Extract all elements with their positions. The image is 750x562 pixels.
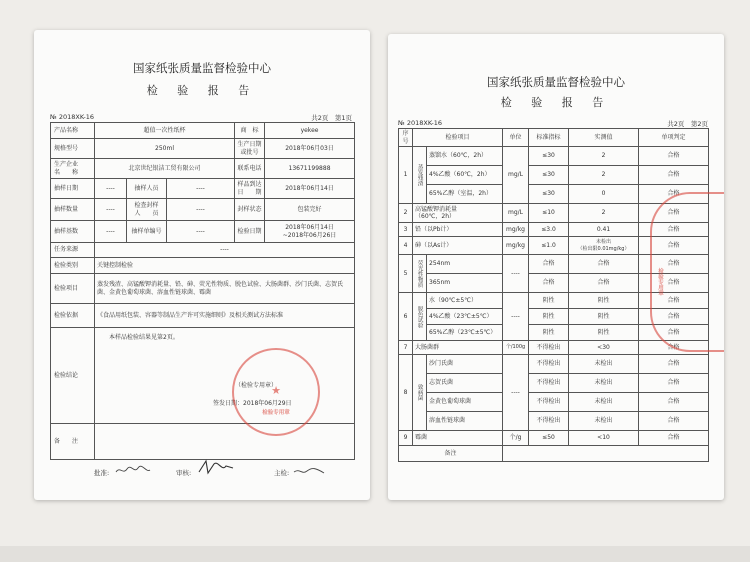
row-item: 溶血性链球菌: [427, 412, 503, 431]
phone-label: 联系电话: [235, 159, 265, 179]
row-value: 未检出 （检出限0.01mg/kg）: [569, 237, 639, 255]
inspection-stamp: [232, 348, 320, 436]
row-result: 合格: [639, 412, 709, 431]
basis-label: 检验依据: [51, 304, 95, 328]
header-std: 标准指标: [529, 129, 569, 147]
report-number: № 2018XK-16: [398, 119, 443, 127]
row-result: 合格: [639, 325, 709, 341]
qty: ----: [95, 199, 127, 221]
row-result: 合格: [639, 431, 709, 446]
arrive-date: 2018年06月14日: [265, 179, 355, 199]
row-value: 未检出: [569, 355, 639, 374]
row-value: 阴性: [569, 325, 639, 341]
row-item: 水（90℃±5℃）: [427, 293, 503, 309]
row-std: ≤3.0: [529, 223, 569, 237]
sample-date-label: 抽样日期: [51, 179, 95, 199]
row-item: 65%乙醇（室温，2h）: [427, 185, 503, 204]
test-signature: [292, 465, 326, 477]
row-result: 合格: [639, 204, 709, 223]
row-no: 7: [399, 341, 413, 355]
row-no: 5: [399, 255, 413, 293]
items-label: 检验项目: [51, 274, 95, 304]
stamp-note: （检验专用章）: [235, 382, 278, 389]
row-item: 4%乙酸（60℃，2h）: [427, 166, 503, 185]
header-no: 序号: [399, 129, 413, 147]
sampler: ----: [167, 179, 235, 199]
row-result: 合格: [639, 255, 709, 274]
review-label: 审核:: [176, 469, 192, 477]
row-value: 0.41: [569, 223, 639, 237]
basis: 《食品用纸包装、容器等制品生产许可实施细则》及相关测试方法标准: [95, 304, 355, 328]
page-title: 国家纸张质量监督检验中心: [133, 61, 271, 75]
row-std: ≤1.0: [529, 237, 569, 255]
product-name-label: 产品名称: [51, 123, 95, 139]
stamp-label: 检验专用章: [657, 268, 663, 296]
row-result: 合格: [639, 309, 709, 325]
page-subtitle: 检 验 报 告: [500, 96, 612, 109]
row-item: 蒸馏水（60℃，2h）: [427, 147, 503, 166]
review-signature: [196, 458, 236, 476]
source: ----: [95, 243, 355, 258]
row-std: ≤30: [529, 185, 569, 204]
row-group: 脱色试验: [413, 293, 427, 341]
maker-label: 生产企业 名 称: [51, 159, 95, 179]
row-item: 大肠菌群: [413, 341, 503, 355]
row-group: 荧光性物质: [413, 255, 427, 293]
row-value: 合格: [569, 274, 639, 293]
page-title: 国家纸张质量监督检验中心: [487, 75, 625, 89]
remark-label: 备 注: [51, 424, 95, 460]
seal-state: 包装完好: [265, 199, 355, 221]
row-result: 合格: [639, 341, 709, 355]
issue-date: 签发日期：2018年06月29日: [213, 400, 292, 407]
page-subtitle: 检 验 报 告: [146, 84, 258, 97]
row-no: 3: [399, 223, 413, 237]
row-result: 合格: [639, 274, 709, 293]
row-std: 阴性: [529, 309, 569, 325]
row-std: 不得检出: [529, 355, 569, 374]
row-std: 合格: [529, 274, 569, 293]
approve-label: 批准:: [94, 469, 110, 477]
row-item: 砷（以As计）: [413, 237, 503, 255]
base: ----: [95, 221, 127, 243]
stamp-star-icon: ★: [271, 384, 281, 397]
phone: 13671199888: [265, 159, 355, 179]
row-result: 合格: [639, 293, 709, 309]
report-page-2: [388, 34, 724, 500]
row-no: 6: [399, 293, 413, 341]
row-group: 蒸发残渣: [413, 147, 427, 204]
page-indicator: 共2页 第2页: [667, 120, 708, 128]
row-value: 合格: [569, 255, 639, 274]
row-unit: 个/g: [503, 431, 529, 446]
sampler-label: 抽样人员: [127, 179, 167, 199]
row-value: 未检出: [569, 412, 639, 431]
row-no: 4: [399, 237, 413, 255]
row-std: ≤30: [529, 166, 569, 185]
arrive-label: 样品到达 日 期: [235, 179, 265, 199]
page-indicator: 共2页 第1页: [311, 114, 352, 122]
test-label: 主检:: [274, 469, 290, 477]
sheet-no: ----: [167, 221, 235, 243]
header-result: 单项判定: [639, 129, 709, 147]
approve-signature: [114, 464, 152, 476]
row-result: 合格: [639, 185, 709, 204]
row-unit: ----: [503, 355, 529, 431]
row-value: 2: [569, 204, 639, 223]
row-unit: mg/L: [503, 147, 529, 204]
row-item: 65%乙醇（23℃±5℃）: [427, 325, 503, 341]
row-no: 1: [399, 147, 413, 204]
row-item: 4%乙酸（23℃±5℃）: [427, 309, 503, 325]
row-no: 9: [399, 431, 413, 446]
row-item: 沙门氏菌: [427, 355, 503, 374]
category: 关键控制检验: [95, 258, 355, 274]
stamp-label: 检验专用章: [262, 410, 290, 416]
row-value: 2: [569, 166, 639, 185]
row-result: 合格: [639, 393, 709, 412]
row-unit: mg/L: [503, 204, 529, 223]
spec: 250ml: [95, 139, 235, 159]
qty-label: 抽样数量: [51, 199, 95, 221]
prod-date-label: 生产日期 或批号: [235, 139, 265, 159]
row-no: 8: [399, 355, 413, 431]
edge-stamp: [650, 192, 724, 352]
row-item: 365nm: [427, 274, 503, 293]
row-value: 未检出: [569, 393, 639, 412]
sample-date: ----: [95, 179, 127, 199]
inspector: ----: [167, 199, 235, 221]
row-unit: 个/100g: [503, 341, 529, 355]
remark-label: 备注: [399, 446, 503, 462]
bottom-strip: [0, 546, 750, 562]
test-date-label: 检验日期: [235, 221, 265, 243]
row-item: 志贺氏菌: [427, 374, 503, 393]
header-item: 检验项目: [413, 129, 503, 147]
row-unit: mg/kg: [503, 237, 529, 255]
items: 蒸发残渣、高锰酸钾消耗量、铅、砷、荧光性物质、脱色试验、大肠菌群、沙门氏菌、志贺氏菌、金黄色葡萄球菌、溶血性链球菌、霉菌: [95, 274, 355, 304]
spec-label: 规格型号: [51, 139, 95, 159]
report-page-1: [34, 30, 370, 500]
remark: [95, 424, 355, 460]
row-result: 合格: [639, 223, 709, 237]
row-item: 铅（以Pb计）: [413, 223, 503, 237]
row-no: 2: [399, 204, 413, 223]
row-item: 霉菌: [413, 431, 503, 446]
conclusion: 本样品检验结果见第2页。: [109, 334, 179, 341]
row-std: 阴性: [529, 293, 569, 309]
row-unit: ----: [503, 293, 529, 341]
row-unit: ----: [503, 255, 529, 293]
header-value: 实测值: [569, 129, 639, 147]
sheet-no-label: 抽样单编号: [127, 221, 167, 243]
row-std: ≤30: [529, 147, 569, 166]
row-item: 254nm: [427, 255, 503, 274]
seal-label: 封样状态: [235, 199, 265, 221]
row-group: 致病菌: [413, 355, 427, 431]
row-unit: mg/kg: [503, 223, 529, 237]
trademark-label: 商 标: [235, 123, 265, 139]
row-result: 合格: [639, 374, 709, 393]
category-label: 检验类别: [51, 258, 95, 274]
inspector-label: 检查封样 人 员: [127, 199, 167, 221]
row-std: 不得检出: [529, 341, 569, 355]
row-result: 合格: [639, 237, 709, 255]
row-std: 不得检出: [529, 374, 569, 393]
row-value: 0: [569, 185, 639, 204]
trademark: yekee: [265, 123, 355, 139]
row-value: 阴性: [569, 293, 639, 309]
base-label: 抽样基数: [51, 221, 95, 243]
row-value: 阴性: [569, 309, 639, 325]
row-std: ≤10: [529, 204, 569, 223]
row-value: <30: [569, 341, 639, 355]
remark: [503, 446, 709, 462]
row-item: 金黄色葡萄球菌: [427, 393, 503, 412]
row-result: 合格: [639, 355, 709, 374]
row-std: 不得检出: [529, 412, 569, 431]
row-std: 不得检出: [529, 393, 569, 412]
row-std: 阴性: [529, 325, 569, 341]
test-date: 2018年06月14日 ~2018年06月26日: [265, 221, 355, 243]
conclusion-label: 检验结论: [51, 328, 95, 424]
row-std: ≤50: [529, 431, 569, 446]
row-std: 合格: [529, 255, 569, 274]
row-result: 合格: [639, 147, 709, 166]
prod-date: 2018年06月03日: [265, 139, 355, 159]
report-number: № 2018XK-16: [50, 113, 95, 121]
header-unit: 单位: [503, 129, 529, 147]
source-label: 任务来源: [51, 243, 95, 258]
maker: 北京世纪银洁工贸有限公司: [95, 159, 235, 179]
row-item: 高锰酸钾消耗量 （60℃，2h）: [413, 204, 503, 223]
row-value: 未检出: [569, 374, 639, 393]
row-result: 合格: [639, 166, 709, 185]
row-value: 2: [569, 147, 639, 166]
product-name: 超值一次性纸杯: [95, 123, 235, 139]
row-value: <10: [569, 431, 639, 446]
